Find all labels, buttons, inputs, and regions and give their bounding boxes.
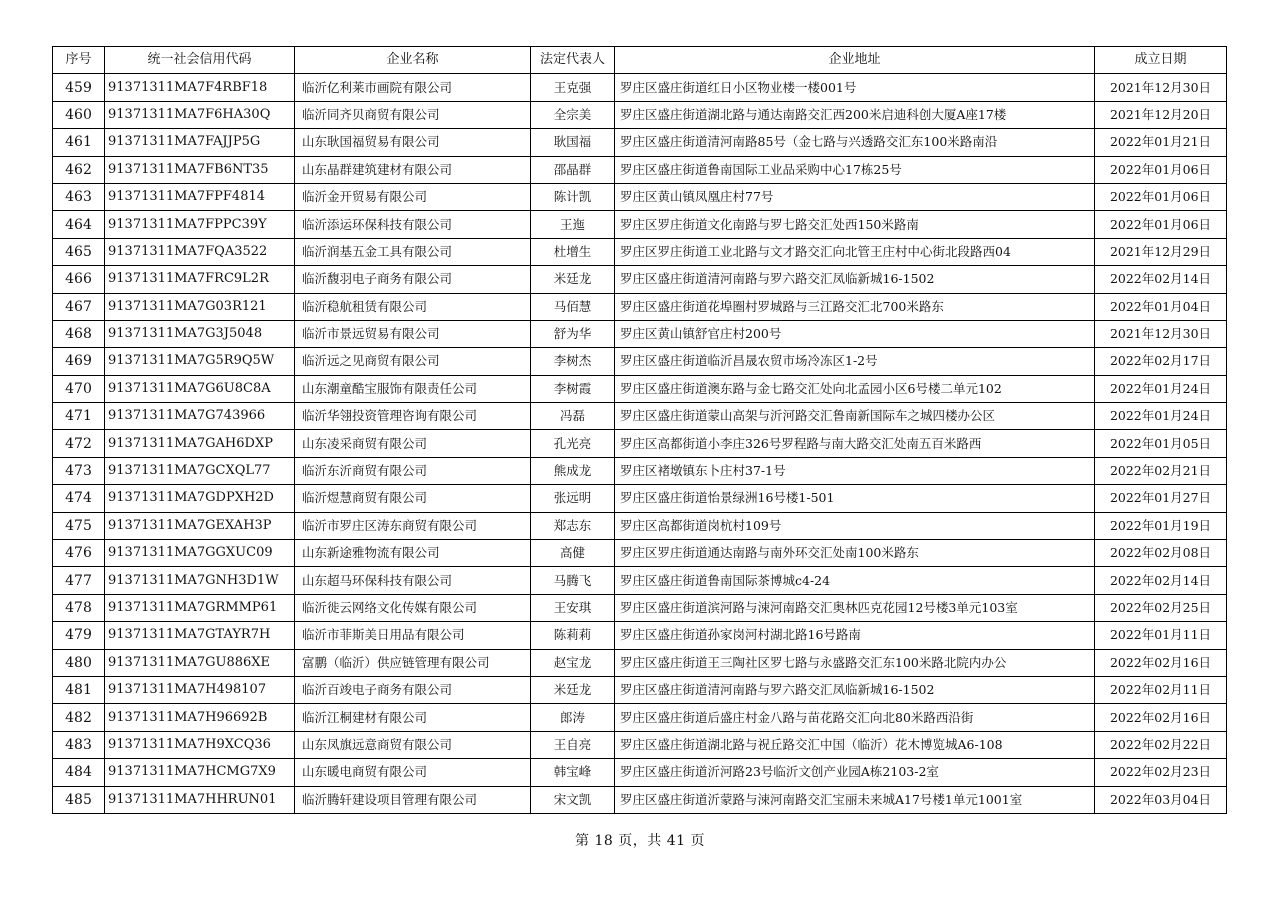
cell-address: 罗庄区罗庄街道通达南路与南外环交汇处南100米路东 [615, 540, 1095, 567]
cell-credit-code: 91371311MA7GNH3D1W [105, 567, 295, 594]
cell-address: 罗庄区盛庄街道湖北路与通达南路交汇西200米启迪科创大厦A座17楼 [615, 101, 1095, 128]
cell-founded-date: 2022年01月21日 [1095, 129, 1227, 156]
cell-company-name: 临沂华翎投资管理咨询有限公司 [295, 403, 531, 430]
cell-address: 罗庄区盛庄街道后盛庄村金八路与苗花路交汇向北80米路西沿街 [615, 704, 1095, 731]
cell-address: 罗庄区盛庄街道怡景绿洲16号楼1-501 [615, 485, 1095, 512]
cell-serial: 466 [53, 266, 105, 293]
cell-credit-code: 91371311MA7HHRUN01 [105, 786, 295, 813]
cell-founded-date: 2022年02月17日 [1095, 348, 1227, 375]
cell-credit-code: 91371311MA7H498107 [105, 676, 295, 703]
cell-legal-rep: 陈计凯 [531, 183, 615, 210]
cell-credit-code: 91371311MA7FQA3522 [105, 238, 295, 265]
cell-address: 罗庄区盛庄街道蒙山高架与沂河路交汇鲁南新国际车之城四楼办公区 [615, 403, 1095, 430]
cell-founded-date: 2021年12月20日 [1095, 101, 1227, 128]
cell-credit-code: 91371311MA7GCXQL77 [105, 457, 295, 484]
cell-address: 罗庄区黄山镇凤凰庄村77号 [615, 183, 1095, 210]
cell-founded-date: 2022年02月08日 [1095, 540, 1227, 567]
cell-credit-code: 91371311MA7GTAYR7H [105, 622, 295, 649]
cell-legal-rep: 马腾飞 [531, 567, 615, 594]
cell-legal-rep: 韩宝峰 [531, 759, 615, 786]
cell-legal-rep: 张远明 [531, 485, 615, 512]
cell-founded-date: 2022年02月23日 [1095, 759, 1227, 786]
cell-serial: 469 [53, 348, 105, 375]
cell-founded-date: 2022年01月24日 [1095, 375, 1227, 402]
cell-address: 罗庄区盛庄街道沂河路23号临沂文创产业园A栋2103-2室 [615, 759, 1095, 786]
table-row [53, 183, 1227, 210]
cell-address: 罗庄区盛庄街道王三陶社区罗七路与永盛路交汇东100米路北院内办公 [615, 649, 1095, 676]
cell-company-name: 临沂煜慧商贸有限公司 [295, 485, 531, 512]
table-row [53, 731, 1227, 758]
cell-serial: 465 [53, 238, 105, 265]
cell-founded-date: 2022年02月14日 [1095, 266, 1227, 293]
table-row [53, 375, 1227, 402]
cell-legal-rep: 孔光亮 [531, 430, 615, 457]
cell-company-name: 临沂腾轩建设项目管理有限公司 [295, 786, 531, 813]
cell-serial: 483 [53, 731, 105, 758]
cell-address: 罗庄区盛庄街道清河南路与罗六路交汇凤临新城16-1502 [615, 676, 1095, 703]
cell-credit-code: 91371311MA7GDPXH2D [105, 485, 295, 512]
cell-address: 罗庄区高都街道小李庄326号罗程路与南大路交汇处南五百米路西 [615, 430, 1095, 457]
cell-address: 罗庄区罗庄街道文化南路与罗七路交汇处西150米路南 [615, 211, 1095, 238]
table-row [53, 704, 1227, 731]
cell-founded-date: 2022年02月22日 [1095, 731, 1227, 758]
cell-address: 罗庄区黄山镇舒官庄村200号 [615, 320, 1095, 347]
cell-serial: 476 [53, 540, 105, 567]
cell-address: 罗庄区罗庄街道工业北路与文才路交汇向北管王庄村中心街北段路西04 [615, 238, 1095, 265]
cell-credit-code: 91371311MA7FAJJP5G [105, 129, 295, 156]
cell-legal-rep: 邵晶群 [531, 156, 615, 183]
cell-legal-rep: 郎涛 [531, 704, 615, 731]
table-row [53, 74, 1227, 101]
cell-company-name: 临沂东沂商贸有限公司 [295, 457, 531, 484]
cell-serial: 462 [53, 156, 105, 183]
cell-founded-date: 2022年01月24日 [1095, 403, 1227, 430]
cell-founded-date: 2022年01月06日 [1095, 183, 1227, 210]
cell-company-name: 山东暖电商贸有限公司 [295, 759, 531, 786]
cell-founded-date: 2022年01月19日 [1095, 512, 1227, 539]
table-row [53, 238, 1227, 265]
cell-company-name: 富鹏（临沂）供应链管理有限公司 [295, 649, 531, 676]
cell-founded-date: 2022年01月05日 [1095, 430, 1227, 457]
cell-credit-code: 91371311MA7G6U8C8A [105, 375, 295, 402]
header-serial: 序号 [53, 47, 105, 74]
cell-legal-rep: 王克强 [531, 74, 615, 101]
cell-company-name: 临沂馥羽电子商务有限公司 [295, 266, 531, 293]
cell-credit-code: 91371311MA7HCMG7X9 [105, 759, 295, 786]
cell-founded-date: 2021年12月30日 [1095, 320, 1227, 347]
cell-legal-rep: 耿国福 [531, 129, 615, 156]
cell-serial: 467 [53, 293, 105, 320]
cell-company-name: 临沂亿利莱巿画院有限公司 [295, 74, 531, 101]
cell-legal-rep: 米廷龙 [531, 676, 615, 703]
cell-address: 罗庄区盛庄街道沂蒙路与涑河南路交汇宝丽未来城A17号楼1单元1001室 [615, 786, 1095, 813]
cell-credit-code: 91371311MA7FRC9L2R [105, 266, 295, 293]
table-row [53, 211, 1227, 238]
cell-credit-code: 91371311MA7F6HA30Q [105, 101, 295, 128]
cell-legal-rep: 杜增生 [531, 238, 615, 265]
cell-serial: 470 [53, 375, 105, 402]
cell-serial: 484 [53, 759, 105, 786]
cell-credit-code: 91371311MA7FPF4814 [105, 183, 295, 210]
cell-company-name: 山东凤旗远意商贸有限公司 [295, 731, 531, 758]
header-legal-rep: 法定代表人 [531, 47, 615, 74]
cell-founded-date: 2022年01月06日 [1095, 211, 1227, 238]
cell-address: 罗庄区高都街道岗杭村109号 [615, 512, 1095, 539]
table-row [53, 485, 1227, 512]
cell-address: 罗庄区盛庄街道鲁南国际茶博城c4-24 [615, 567, 1095, 594]
cell-credit-code: 91371311MA7GU886XE [105, 649, 295, 676]
cell-credit-code: 91371311MA7GAH6DXP [105, 430, 295, 457]
cell-company-name: 临沂同齐贝商贸有限公司 [295, 101, 531, 128]
cell-address: 罗庄区盛庄街道孙家岗河村湖北路16号路南 [615, 622, 1095, 649]
table-row [53, 293, 1227, 320]
cell-company-name: 山东耿国福贸易有限公司 [295, 129, 531, 156]
cell-company-name: 临沂百竣电子商务有限公司 [295, 676, 531, 703]
table-row [53, 457, 1227, 484]
cell-serial: 479 [53, 622, 105, 649]
cell-founded-date: 2022年03月04日 [1095, 786, 1227, 813]
cell-company-name: 临沂市景远贸易有限公司 [295, 320, 531, 347]
cell-serial: 471 [53, 403, 105, 430]
cell-legal-rep: 全宗美 [531, 101, 615, 128]
table-body [53, 74, 1227, 814]
cell-credit-code: 91371311MA7GRMMP61 [105, 594, 295, 621]
cell-address: 罗庄区盛庄街道澳东路与金七路交汇处向北孟园小区6号楼二单元102 [615, 375, 1095, 402]
cell-serial: 478 [53, 594, 105, 621]
cell-address: 罗庄区褚墩镇东卜庄村37-1号 [615, 457, 1095, 484]
cell-legal-rep: 熊成龙 [531, 457, 615, 484]
cell-company-name: 临沂市罗庄区涛东商贸有限公司 [295, 512, 531, 539]
cell-serial: 459 [53, 74, 105, 101]
cell-founded-date: 2022年02月16日 [1095, 649, 1227, 676]
cell-company-name: 山东超马环保科技有限公司 [295, 567, 531, 594]
cell-legal-rep: 赵宝龙 [531, 649, 615, 676]
cell-legal-rep: 冯磊 [531, 403, 615, 430]
cell-legal-rep: 李树霞 [531, 375, 615, 402]
cell-legal-rep: 米廷龙 [531, 266, 615, 293]
cell-legal-rep: 高健 [531, 540, 615, 567]
cell-credit-code: 91371311MA7G5R9Q5W [105, 348, 295, 375]
table-row [53, 320, 1227, 347]
cell-legal-rep: 王自亮 [531, 731, 615, 758]
table-row [53, 266, 1227, 293]
cell-serial: 472 [53, 430, 105, 457]
cell-address: 罗庄区盛庄街道清河南路与罗六路交汇凤临新城16-1502 [615, 266, 1095, 293]
cell-legal-rep: 王安琪 [531, 594, 615, 621]
cell-address: 罗庄区盛庄街道鲁南国际工业品采购中心17栋25号 [615, 156, 1095, 183]
cell-serial: 474 [53, 485, 105, 512]
cell-founded-date: 2022年02月14日 [1095, 567, 1227, 594]
cell-company-name: 山东新途雅物流有限公司 [295, 540, 531, 567]
table-row [53, 594, 1227, 621]
cell-credit-code: 91371311MA7GEXAH3P [105, 512, 295, 539]
cell-company-name: 临沂金开贸易有限公司 [295, 183, 531, 210]
table-row [53, 759, 1227, 786]
cell-credit-code: 91371311MA7FPPC39Y [105, 211, 295, 238]
cell-legal-rep: 舒为华 [531, 320, 615, 347]
cell-serial: 477 [53, 567, 105, 594]
cell-founded-date: 2022年02月11日 [1095, 676, 1227, 703]
header-address: 企业地址 [615, 47, 1095, 74]
cell-company-name: 临沂江桐建材有限公司 [295, 704, 531, 731]
table-row [53, 403, 1227, 430]
table-header-row [53, 47, 1227, 74]
table-row [53, 649, 1227, 676]
cell-legal-rep: 马佰慧 [531, 293, 615, 320]
cell-serial: 468 [53, 320, 105, 347]
table-row [53, 512, 1227, 539]
header-founded-date: 成立日期 [1095, 47, 1227, 74]
table-row [53, 101, 1227, 128]
cell-legal-rep: 宋文凯 [531, 786, 615, 813]
cell-company-name: 临沂徙云网络文化传媒有限公司 [295, 594, 531, 621]
cell-serial: 460 [53, 101, 105, 128]
cell-credit-code: 91371311MA7G743966 [105, 403, 295, 430]
cell-founded-date: 2022年02月25日 [1095, 594, 1227, 621]
table-row [53, 567, 1227, 594]
cell-credit-code: 91371311MA7H9XCQ36 [105, 731, 295, 758]
cell-address: 罗庄区盛庄街道花埠圈村罗城路与三江路交汇北700米路东 [615, 293, 1095, 320]
page-number: 第 18 页，共 41 页 [575, 833, 705, 849]
cell-serial: 482 [53, 704, 105, 731]
table-row [53, 129, 1227, 156]
cell-serial: 480 [53, 649, 105, 676]
table-row [53, 676, 1227, 703]
cell-address: 罗庄区盛庄街道清河南路85号（金七路与兴透路交汇东100米路南沿 [615, 129, 1095, 156]
table-row [53, 156, 1227, 183]
cell-serial: 461 [53, 129, 105, 156]
cell-credit-code: 91371311MA7H96692B [105, 704, 295, 731]
cell-company-name: 山东晶群建筑建材有限公司 [295, 156, 531, 183]
cell-company-name: 临沂远之见商贸有限公司 [295, 348, 531, 375]
cell-legal-rep: 李树杰 [531, 348, 615, 375]
cell-company-name: 临沂润基五金工具有限公司 [295, 238, 531, 265]
cell-legal-rep: 王迤 [531, 211, 615, 238]
company-registry-table [52, 46, 1227, 814]
header-company-name: 企业名称 [295, 47, 531, 74]
cell-founded-date: 2022年01月27日 [1095, 485, 1227, 512]
cell-founded-date: 2021年12月29日 [1095, 238, 1227, 265]
cell-serial: 473 [53, 457, 105, 484]
cell-serial: 463 [53, 183, 105, 210]
cell-company-name: 临沂添运环保科技有限公司 [295, 211, 531, 238]
cell-address: 罗庄区盛庄街道滨河路与涑河南路交汇奥林匹克花园12号楼3单元103室 [615, 594, 1095, 621]
table-row [53, 786, 1227, 813]
cell-founded-date: 2022年01月06日 [1095, 156, 1227, 183]
cell-founded-date: 2022年01月04日 [1095, 293, 1227, 320]
table-row [53, 622, 1227, 649]
cell-serial: 464 [53, 211, 105, 238]
cell-address: 罗庄区盛庄街道临沂昌晟农贸市场冷冻区1-2号 [615, 348, 1095, 375]
cell-founded-date: 2021年12月30日 [1095, 74, 1227, 101]
header-credit-code: 统一社会信用代码 [105, 47, 295, 74]
cell-credit-code: 91371311MA7F4RBF18 [105, 74, 295, 101]
cell-serial: 475 [53, 512, 105, 539]
cell-founded-date: 2022年01月11日 [1095, 622, 1227, 649]
table-row [53, 540, 1227, 567]
cell-company-name: 临沂市菲斯美日用品有限公司 [295, 622, 531, 649]
table-row [53, 348, 1227, 375]
table-row [53, 430, 1227, 457]
cell-legal-rep: 陈莉莉 [531, 622, 615, 649]
cell-founded-date: 2022年02月21日 [1095, 457, 1227, 484]
cell-address: 罗庄区盛庄街道红日小区物业楼一楼001号 [615, 74, 1095, 101]
cell-credit-code: 91371311MA7GGXUC09 [105, 540, 295, 567]
cell-founded-date: 2022年02月16日 [1095, 704, 1227, 731]
cell-credit-code: 91371311MA7G03R121 [105, 293, 295, 320]
cell-address: 罗庄区盛庄街道湖北路与祝丘路交汇中国（临沂）花木博览城A6-108 [615, 731, 1095, 758]
cell-legal-rep: 郑志东 [531, 512, 615, 539]
cell-company-name: 山东凌采商贸有限公司 [295, 430, 531, 457]
cell-serial: 485 [53, 786, 105, 813]
cell-serial: 481 [53, 676, 105, 703]
cell-credit-code: 91371311MA7G3J5048 [105, 320, 295, 347]
cell-company-name: 临沂稳航租赁有限公司 [295, 293, 531, 320]
cell-credit-code: 91371311MA7FB6NT35 [105, 156, 295, 183]
cell-company-name: 山东潮童酷宝服饰有限责任公司 [295, 375, 531, 402]
